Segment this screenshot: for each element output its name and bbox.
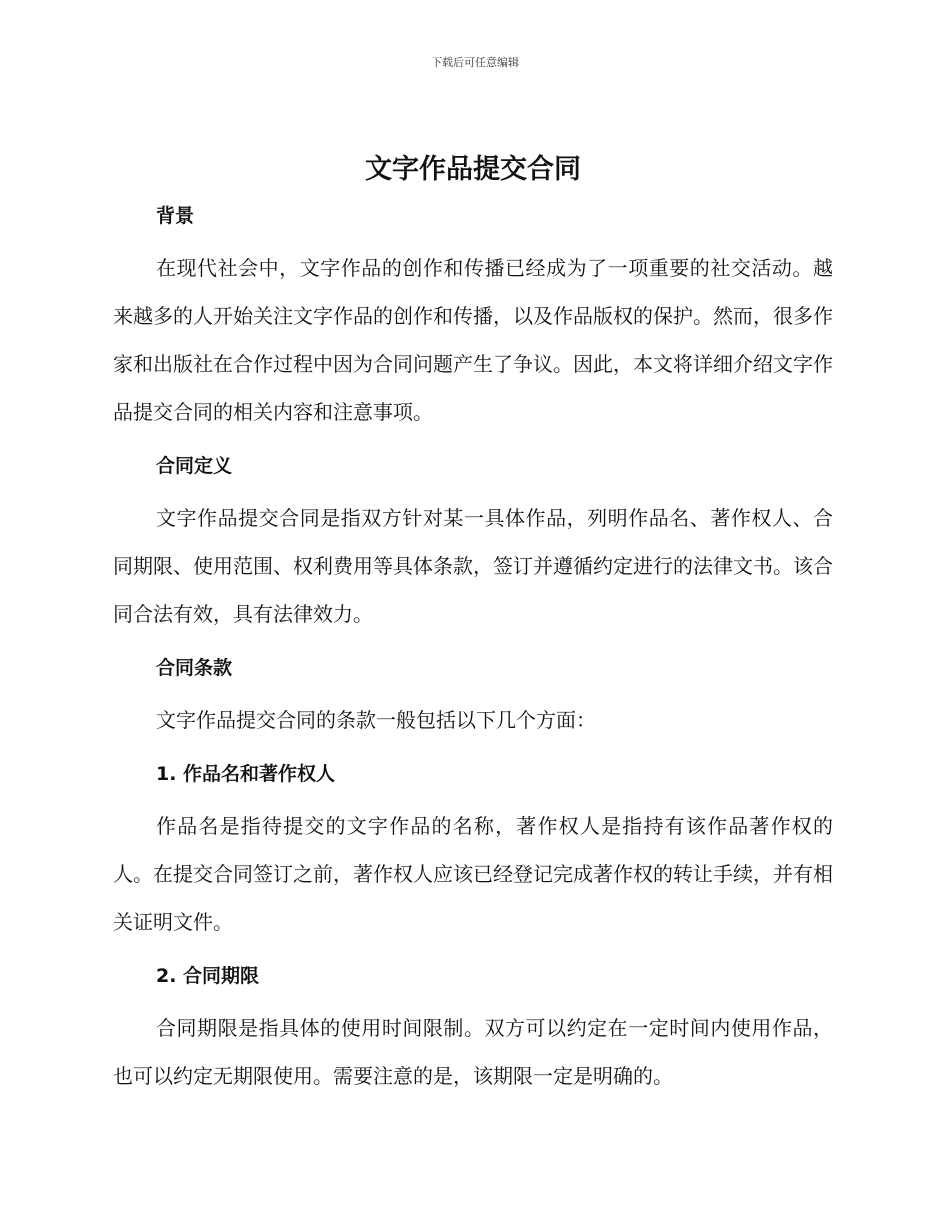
section-heading-background: 背景	[156, 205, 195, 227]
header-note: 下载后可任意编辑	[431, 56, 519, 69]
section-heading-work-and-author: 1. 作品名和著作权人	[156, 763, 336, 785]
section-paragraph-contract-term: 合同期限是指具体的使用时间限制。双方可以约定在一定时间内使用作品，也可以约定无期限使用。需要注意的是，该期限一定是明确的。	[113, 1016, 833, 1088]
section-paragraph-definition: 文字作品提交合同是指双方针对某一具体作品，列明作品名、著作权人、合同期限、使用范围、权利费用等具体条款，签订并遵循约定进行的法律文书。该合同合法有效，具有法律效力。	[113, 506, 833, 626]
section-heading-terms: 合同条款	[156, 657, 233, 679]
section-paragraph-terms: 文字作品提交合同的条款一般包括以下几个方面：	[156, 708, 596, 732]
section-paragraph-work-and-author: 作品名是指待提交的文字作品的名称，著作权人是指持有该作品著作权的人。在提交合同签订之前，著作权人应该已经登记完成著作权的转让手续，并有相关证明文件。	[113, 814, 833, 934]
section-paragraph-background: 在现代社会中，文字作品的创作和传播已经成为了一项重要的社交活动。越来越多的人开始关注文字作品的创作和传播，以及作品版权的保护。然而，很多作家和出版社在合作过程中因为合同问题产生了争议。因此，本文将详细介绍文字作品提交合同的相关内容和注意事项。	[113, 256, 833, 424]
section-heading-contract-term: 2. 合同期限	[156, 965, 260, 987]
document-title: 文字作品提交合同	[365, 154, 581, 185]
document-body	[113, 150, 833, 1100]
section-heading-definition: 合同定义	[156, 455, 233, 477]
